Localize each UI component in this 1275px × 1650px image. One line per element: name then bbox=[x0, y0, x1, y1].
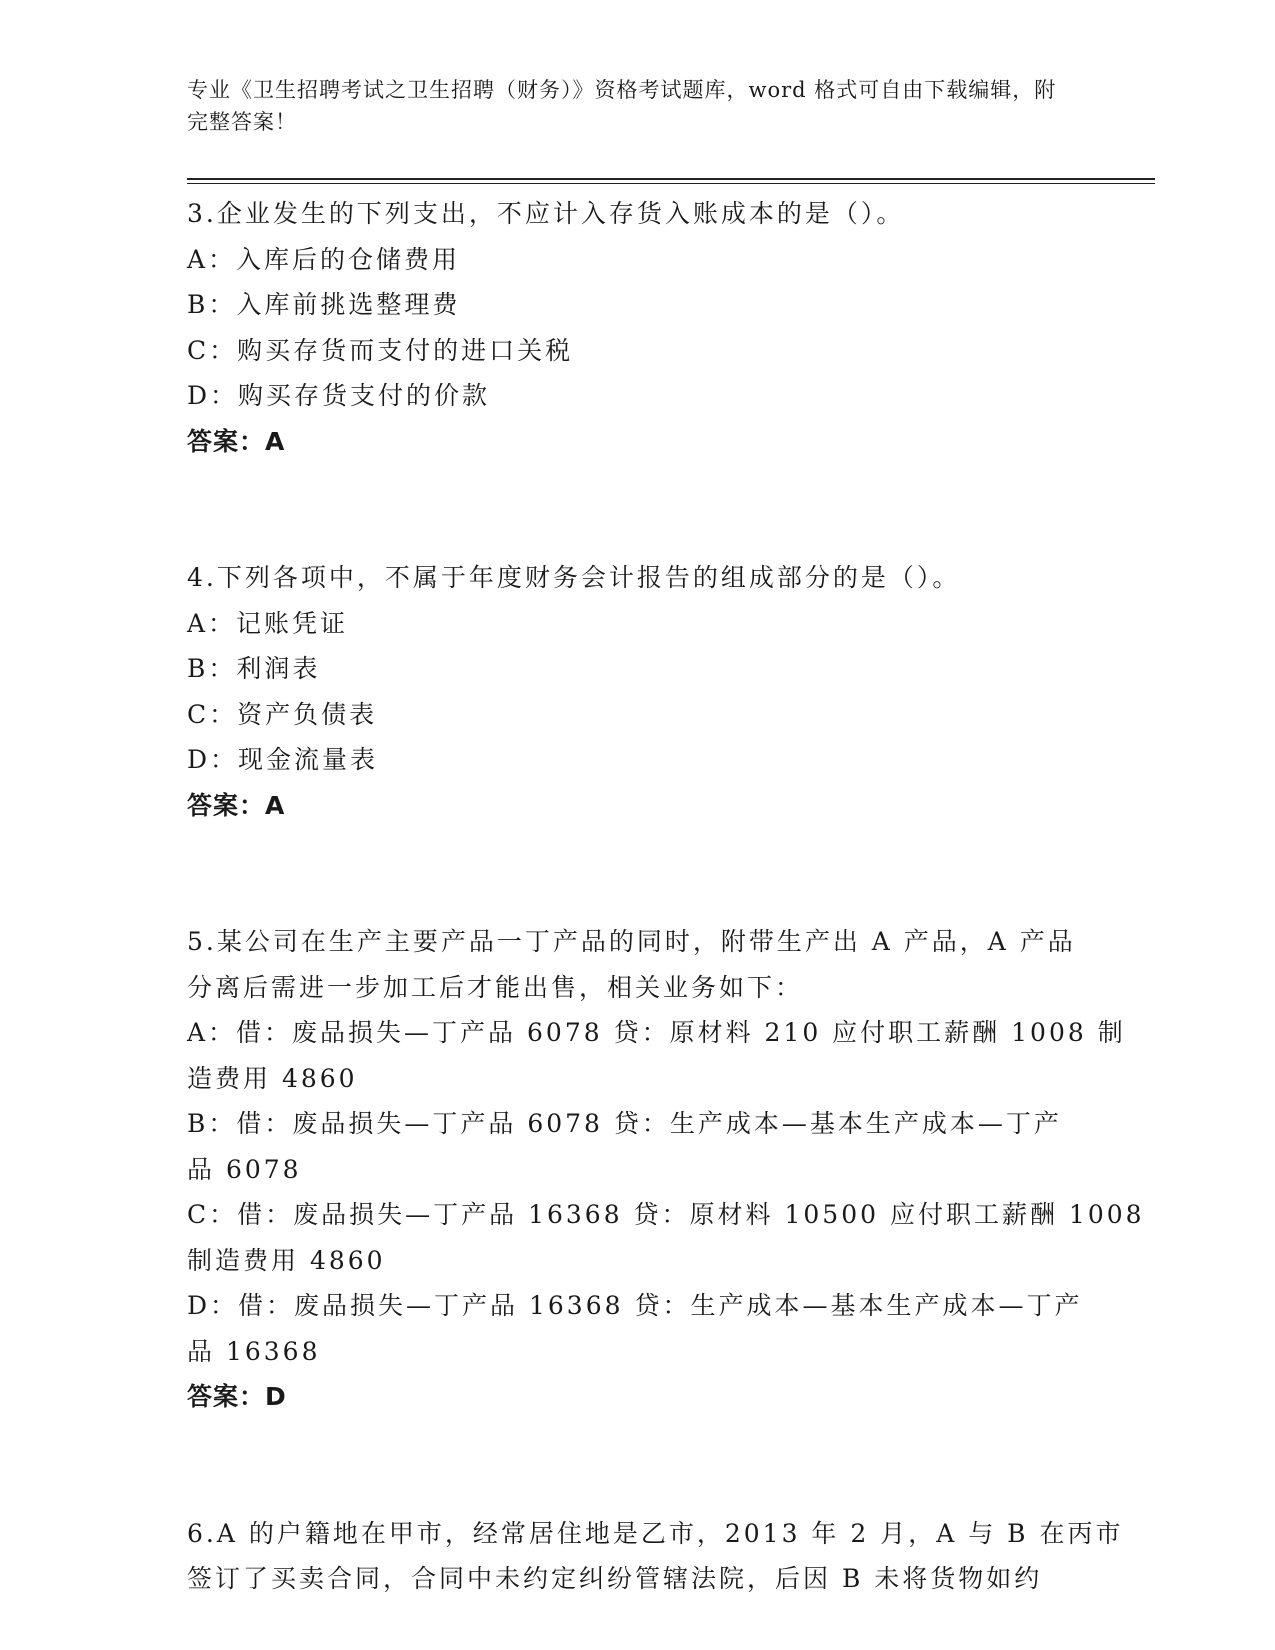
question-stem: 4.下列各项中，不属于年度财务会计报告的组成部分的是（）。 bbox=[187, 563, 961, 592]
document-header: 专业《卫生招聘考试之卫生招聘（财务）》资格考试题库，word 格式可自由下载编辑，附完整答案！ bbox=[187, 78, 1057, 134]
spacer bbox=[187, 1420, 1092, 1511]
answer: 答案：A bbox=[187, 790, 286, 820]
option-b: B：入库前挑选整理费 bbox=[187, 290, 461, 319]
question-4 bbox=[187, 555, 1092, 828]
option-a: A：记账凭证 bbox=[187, 608, 349, 638]
option-a: A：入库后的仓储费用 bbox=[187, 244, 461, 274]
option-b-line: 品 6078 bbox=[187, 1154, 302, 1184]
option-a-line: 造费用 4860 bbox=[187, 1063, 358, 1093]
option-c: C：资产负债表 bbox=[187, 699, 378, 729]
question-stem-line: 6.A 的户籍地在甲市，经常居住地是乙市，2013 年 2 月，A 与 B 在丙市 bbox=[187, 1518, 1124, 1548]
option-d: D：现金流量表 bbox=[187, 745, 379, 774]
option-b-line: B：借：废品损失—丁产品 6078 贷：生产成本—基本生产成本—丁产 bbox=[187, 1109, 1062, 1138]
spacer bbox=[187, 464, 1092, 555]
option-c-line: C：借：废品损失—丁产品 16368 贷：原材料 10500 应付职工薪酬 1008 bbox=[187, 1200, 1145, 1229]
question-list bbox=[187, 191, 1145, 1602]
question-stem-line: 签订了买卖合同，合同中未约定纠纷管辖法院，后因 B 未将货物如约 bbox=[187, 1564, 1043, 1593]
option-d-line: 品 16368 bbox=[187, 1336, 321, 1366]
question-stem: 3.企业发生的下列支出，不应计入存货入账成本的是（）。 bbox=[187, 199, 905, 228]
question-6 bbox=[187, 1511, 1124, 1602]
header-divider-thick bbox=[187, 178, 1155, 180]
option-c-line: 制造费用 4860 bbox=[187, 1245, 386, 1275]
option-d-line: D：借：废品损失—丁产品 16368 贷：生产成本—基本生产成本—丁产 bbox=[187, 1291, 1083, 1320]
spacer bbox=[187, 828, 1092, 919]
answer: 答案：A bbox=[187, 426, 286, 456]
option-b: B：利润表 bbox=[187, 654, 321, 683]
header-divider-thin bbox=[187, 183, 1155, 184]
question-5 bbox=[187, 919, 1145, 1420]
question-stem-line: 分离后需进一步加工后才能出售，相关业务如下： bbox=[187, 972, 804, 1002]
option-c: C：购买存货而支付的进口关税 bbox=[187, 335, 574, 365]
option-a-line: A：借：废品损失—丁产品 6078 贷：原材料 210 应付职工薪酬 1008 制 bbox=[187, 1018, 1126, 1047]
question-3 bbox=[187, 191, 1092, 464]
option-d: D：购买存货支付的价款 bbox=[187, 381, 491, 410]
question-stem-line: 5.某公司在生产主要产品一丁产品的同时，附带生产出 A 产品，A 产品 bbox=[187, 927, 1076, 956]
answer: 答案：D bbox=[187, 1382, 287, 1411]
